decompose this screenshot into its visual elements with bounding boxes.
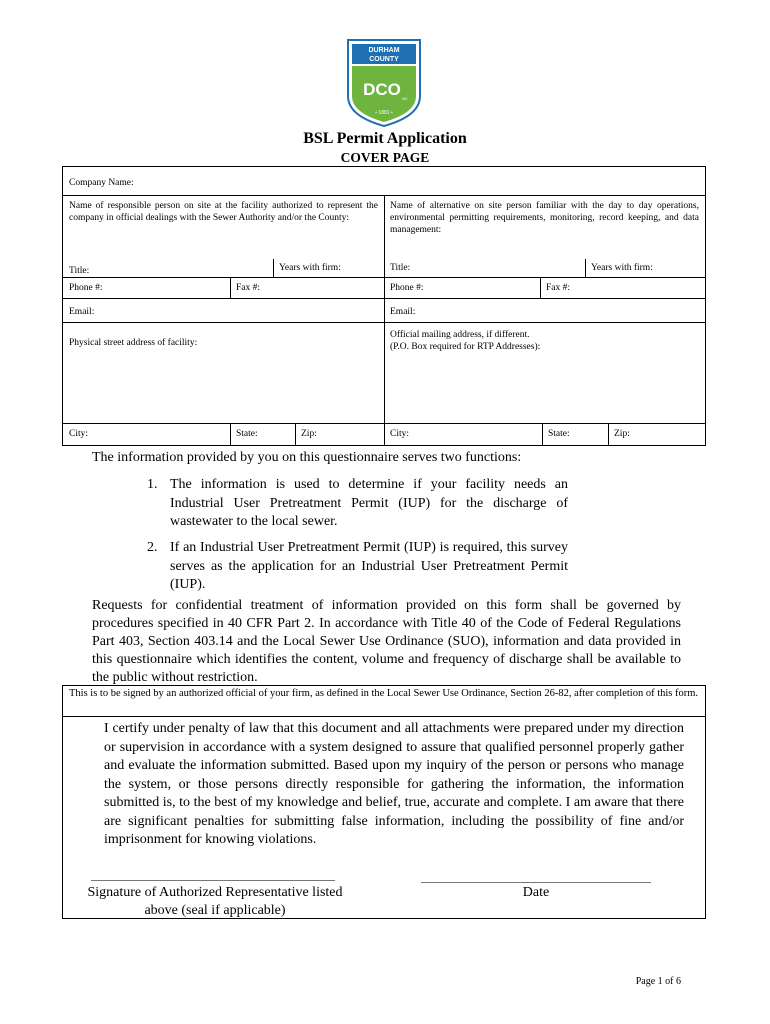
intro-lead: The information provided by you on this questionnaire serves two functions:: [92, 450, 522, 465]
cover-form: [62, 166, 706, 446]
certification-statement: I certify under penalty of law that this document and all attachments were prepared under my direction or supervision in accordance with a system designed to assure that qualified personnel properly gather and evaluate the information submitted. Based upon my inquiry of the person or persons who manage the system, or those persons directly responsible for gathering the information, the information submitted is, to the best of my knowledge and belief, true, accurate and complete. I am aware that there are significant penalties for submitting false information, including the possibility of fine and/or imprisonment for knowing violations.: [104, 721, 684, 847]
item-2-text: If an Industrial User Pretreatment Permit (IUP) is required, this survey serves as the application for an Industrial User Pretreatment Permit (IUP).: [170, 540, 568, 592]
date-field[interactable]: Date: [522, 885, 550, 900]
signature-label: Signature of Authorized Representative listed: [87, 885, 343, 900]
city-field-left[interactable]: City:: [69, 429, 89, 439]
fax-field-left[interactable]: Fax #:: [236, 283, 261, 293]
certification-box: [62, 685, 706, 919]
logo-mark: DCO: [363, 80, 401, 99]
email-field-right[interactable]: Email:: [390, 307, 416, 317]
physical-address-field[interactable]: Physical street address of facility:: [69, 338, 198, 348]
durham-county-logo: [346, 38, 422, 128]
logo-line2: COUNTY: [369, 56, 399, 63]
mailing-address-label: Official mailing address, if different.: [390, 330, 530, 340]
item-1-number: 1.: [147, 477, 158, 492]
city-field-right[interactable]: City:: [390, 429, 410, 439]
signature-label-2: above (seal if applicable): [144, 903, 286, 918]
logo-sub: NC: [402, 96, 408, 101]
years-field-right[interactable]: Years with firm:: [591, 263, 653, 273]
mailing-address-note: (P.O. Box required for RTP Addresses):: [390, 342, 541, 352]
company-name-field[interactable]: Company Name:: [69, 178, 134, 188]
years-field-left[interactable]: Years with firm:: [279, 263, 341, 273]
title-field-left[interactable]: Title:: [69, 266, 90, 276]
phone-field-left[interactable]: Phone #:: [69, 283, 103, 293]
title-field-right[interactable]: Title:: [390, 263, 411, 273]
alternative-person-field[interactable]: Name of alternative on site person familiar with the day to day operations, environmental permitting requirements, monitoring, record keeping, and data management:: [390, 201, 699, 235]
fax-field-right[interactable]: Fax #:: [546, 283, 571, 293]
certification-note: This is to be signed by an authorized official of your firm, as defined in the Local Sewer Use Ordinance, Section 26-82, after completion of this form.: [69, 688, 699, 699]
responsible-person-field[interactable]: Name of responsible person on site at the facility authorized to represent the company in official dealings with the Sewer Authority and/or the County:: [69, 201, 378, 223]
zip-field-right[interactable]: Zip:: [614, 429, 630, 439]
state-field-left[interactable]: State:: [236, 429, 258, 439]
state-field-right[interactable]: State:: [548, 429, 570, 439]
item-1-text: The information is used to determine if your facility needs an Industrial User Pretreatment Permit (IUP) for the discharge of wastewater to the local sewer.: [170, 477, 568, 529]
logo-line1: DURHAM: [368, 47, 400, 54]
signature-field[interactable]: [85, 884, 345, 920]
logo-year: • 1881 •: [375, 110, 393, 116]
mailing-address-field[interactable]: [384, 326, 705, 423]
item-2-number: 2.: [147, 540, 158, 555]
phone-field-right[interactable]: Phone #:: [390, 283, 424, 293]
page-number: Page 1 of 6: [635, 976, 681, 987]
confidential-paragraph: Requests for confidential treatment of information provided on this form shall be governed by procedures specified in 40 CFR Part 2. In accordance with Title 40 of the Code of Federal Regulations Part 403, Section 403.14 and the Local Sewer Use Ordinance (SUO), information and data provided in this questionnaire which identifies the content, volume and frequency of discharge shall be available to the public without restriction.: [92, 598, 681, 685]
zip-field-left[interactable]: Zip:: [301, 429, 317, 439]
email-field-left[interactable]: Email:: [69, 307, 95, 317]
page-subtitle: COVER PAGE: [340, 150, 430, 165]
page-title: BSL Permit Application: [303, 130, 467, 147]
